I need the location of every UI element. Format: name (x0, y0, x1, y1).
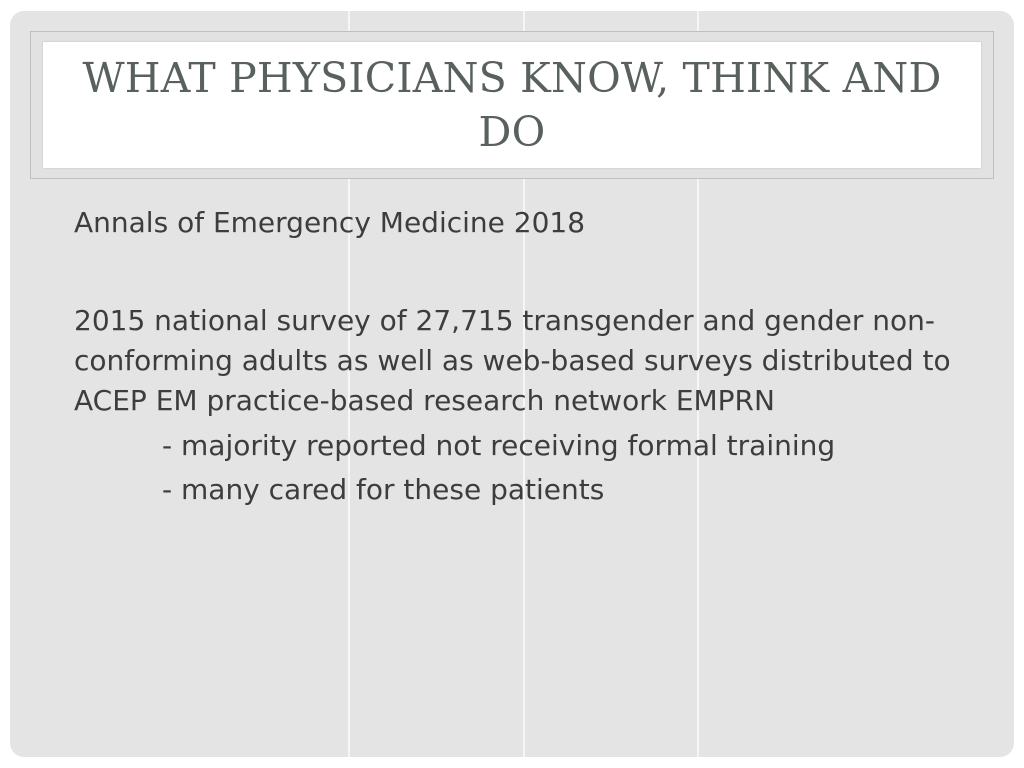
slide-body (74, 201, 974, 515)
title-box (43, 42, 981, 168)
source-line: Annals of Emergency Medicine 2018 (74, 206, 586, 239)
bullet-formal-training: - majority reported not receiving formal training (162, 429, 836, 462)
bullet-cared-for-patients: - many cared for these patients (162, 473, 605, 506)
slide (10, 11, 1014, 757)
slide-title: WHAT PHYSICIANS KNOW, THINK AND DO (82, 54, 942, 156)
survey-paragraph: 2015 national survey of 27,715 transgender and gender non-conforming adults as well as web-based surveys distributed to ACEP EM practice-based research network EMPRN (74, 304, 951, 417)
title-frame (30, 31, 994, 179)
